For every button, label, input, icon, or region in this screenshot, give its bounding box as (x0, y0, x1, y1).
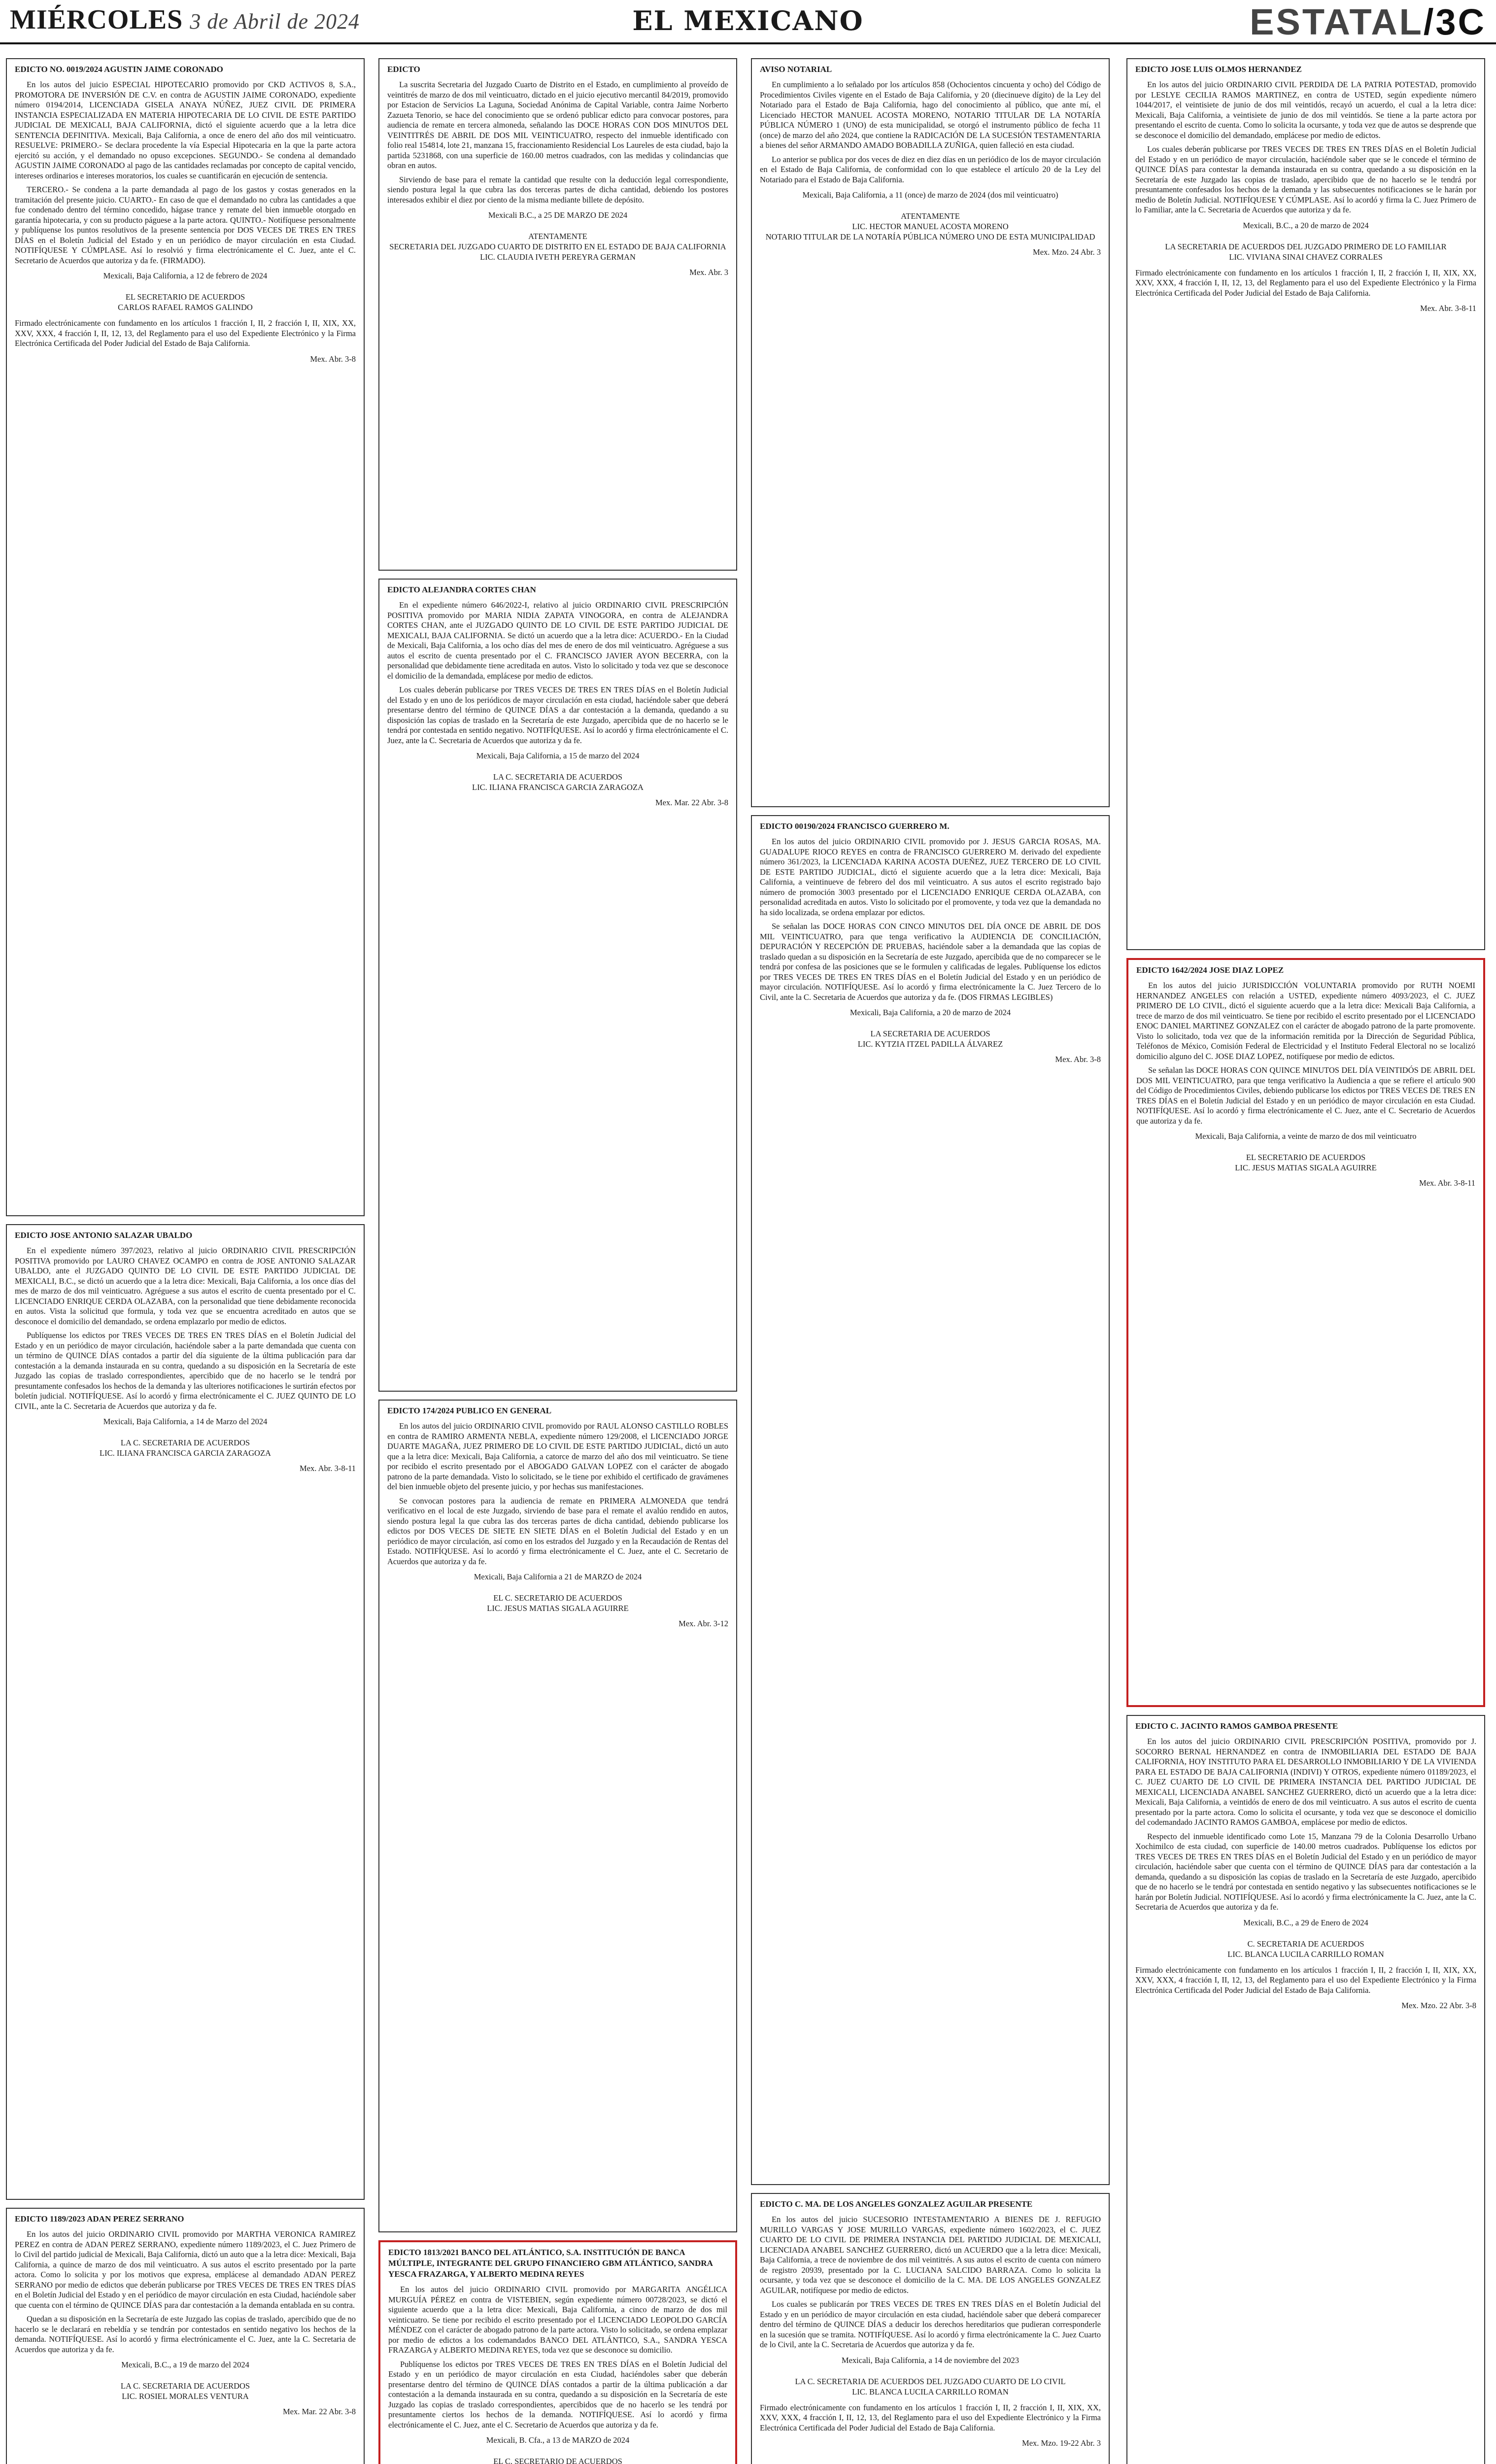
notice-paragraph: En los autos del juicio ORDINARIO CIVIL promovido por RAUL ALONSO CASTILLO ROBLES en contra de RAMIRO ARMENTA NEBLA, expediente número 129/2008, el LICENCIADO JORGE DUARTE MAGAÑA, JUEZ PRIMERO DE LO CIVIL DE ESTE PARTIDO JUDICIAL, dictó un auto que a la letra dice: Mexicali, Baja California, a catorce de marzo del año dos mil veinticuatro. Se tiene por recibido el escrito presentado por el ABOGADO GALVAN LOPEZ con el carácter de abogado patrono de la parte demandada. Visto lo solicitado, se le tiene por exhibido el certificado de gravámenes del bien inmueble objeto del presente juicio, y por hechas sus manifestaciones. (387, 1421, 728, 1491)
signature-footnote: Firmado electrónicamente con fundamento en los artículos 1 fracción I, II, 2 fracción I, II, XIX, XX, XXV, XXX, 4 fracción I, II, 12, 13, del Reglamento para el uso del Expediente Electrónico y la Firma Electrónica Certificada del Poder Judicial del Estado de Baja California. (760, 2402, 1101, 2432)
notice-body (388, 2285, 727, 2430)
notice-paragraph: Se convocan postores para la audiencia de remate en PRIMERA ALMONEDA que tendrá verificativo en el local de este Juzgado, sirviendo de base para el remate el avalúo rendido en autos, siendo postura legal la que cubra las dos terceras partes de dicha cantidad, debiendo publicarse los edictos por DOS VECES DE SIETE EN SIETE DÍAS en el Boletín Judicial del Estado y en un periódico de mayor circulación, así como en los estrados del Juzgado y en la Recaudación de Rentas del Estado. NOTIFÍQUESE. Así lo acordó y firma electrónicamente el C. Juez, ante el C. Secretario de Acuerdos que autoriza y da fe. (387, 1496, 728, 1566)
signatory-name: LIC. ROSIEL MORALES VENTURA (122, 2392, 249, 2401)
notice-body (15, 80, 356, 266)
notice-body (1136, 981, 1475, 1126)
notice-paragraph: En los autos del juicio ORDINARIO CIVIL PERDIDA DE LA PATRIA POTESTAD, promovido por LESLYE CECILIA RAMOS MARTINEZ, en contra de USTED, según expediente número 1044/2017, el veintisiete de junio de dos mil veintidós, recayó un acuerdo, el cual a la letra dice: Mexicali, Baja California, a veintisiete de junio de dos mil veintidós. Se tiene a la parte actora por presentando el escrito de cuenta. Como lo solicita la ocursante, y toda vez que de autos se desprende que se desconoce el domicilio del demandado, emplácese por medio de edictos. (1135, 80, 1476, 140)
spacer (387, 220, 728, 231)
legal-notice (1126, 58, 1485, 950)
notice-heading: EDICTO (387, 65, 420, 74)
legal-notice (751, 2193, 1110, 2464)
signature-block (387, 210, 728, 262)
date: 3 de Abril de 2024 (190, 9, 360, 34)
signature-block (387, 751, 728, 792)
notice-paragraph: Sirviendo de base para el remate la cantidad que resulte con la deducción legal correspondiente, siendo postura legal la que cubra las dos terceras partes de dicha cantidad, debiendo los postores interesados exhibir el diez por ciento de la misma mediante billete de depósito. (387, 174, 728, 205)
notice-paragraph: Respecto del inmueble identificado como Lote 15, Manzana 79 de la Colonia Desarrollo Urbano Xochimilco de esta ciudad, con superficie de 140.00 metros cuadrados. Publíquense los edictos por TRES VECES DE TRES EN TRES DÍAS en el Boletín Judicial del Estado y en un periódico de mayor circulación, haciéndole saber que cuenta con el término de QUINCE DÍAS para dar contestación a la demanda, quedando a su disposición las copias de traslado en la Secretaría de este Juzgado, apercibido que de no hacerlo se le tendrá por contestada en sentido negativo y las subsecuentes notificaciones se le harán por Boletín Judicial. NOTIFÍQUESE. Así lo acordó y firma electrónicamente la C. Juez, ante la C. Secretaria de Acuerdos que autoriza y da fe. (1135, 1831, 1476, 1912)
place-date: Mexicali, B.C., a 20 de marzo de 2024 (1243, 220, 1369, 230)
publication-dates: Mex. Mar. 22 Abr. 3-8 (282, 2407, 356, 2416)
notice-body (1135, 80, 1476, 215)
spacer (15, 2370, 356, 2381)
signature-footnote: Firmado electrónicamente con fundamento en los artículos 1 fracción I, II, 2 fracción I, II, XIX, XX, XXV, XXX, 4 fracción I, II, 12, 13, del Reglamento para el uso del Expediente Electrónico y la Firma Electrónica Certificada del Poder Judicial del Estado de Baja California. (1135, 268, 1476, 298)
notice-paragraph: En el expediente número 397/2023, relativo al juicio ORDINARIO CIVIL PRESCRIPCIÓN POSITIVA promovido por LAURO CHAVEZ OCAMPO en contra de JOSE ANTONIO SALAZAR UBALDO, ante el JUZGADO QUINTO DE LO CIVIL DE ESTE PARTIDO JUDICIAL DE MEXICALI, B.C., se dictó un acuerdo que a la letra dice: Mexicali, Baja California, a los once días del mes de marzo de dos mil veinticuatro. Agréguese a sus autos el escrito de cuenta presentado por el C. LICENCIADO ENRIQUE CERDA OLAZABA, con la personalidad que tiene debidamente reconocida en autos. Vista la solicitud que formula, y toda vez que se encuentra acreditado en autos que se desconoce el domicilio del demandado, se ordena emplazarlo por medio de edictos. (15, 1246, 356, 1326)
place-date: Mexicali, B.C., a 29 de Enero de 2024 (1243, 1917, 1368, 1927)
signatory-title: LA C. SECRETARIA DE ACUERDOS (120, 1438, 250, 1447)
signatory-title: ATENTAMENTE (901, 211, 960, 221)
notice-paragraph: En los autos del juicio ORDINARIO CIVIL promovido por J. JESUS GARCIA ROSAS, MA. GUADALUPE RIOCO REYES en contra de FRANCISCO GUERRERO M. derivado del expediente número 361/2023, la LICENCIADA KARINA ACOSTA DUEÑEZ, JUEZ TERCERO DE LO CIVIL DE ESTE PARTIDO JUDICIAL, dictó el siguiente acuerdo que a la letra dice: Mexicali, Baja California, a veintinueve de febrero del dos mil veinticuatro. A sus autos el escrito registrado bajo número de promoción 3003 presentado por el LICENCIADO ENRIQUE CERDA OLAZABA, con personalidad acreditada en autos. Visto lo solicitado por el promovente, y toda vez que la demandada no ha sido localizada, se ordena emplazar por edictos. (760, 837, 1101, 917)
signatory-name: LIC. BLANCA LUCILA CARRILLO ROMAN (1227, 1949, 1384, 1959)
notice-heading: EDICTO 1189/2023 ADAN PEREZ SERRANO (15, 2214, 184, 2224)
notice-paragraph: Publíquense los edictos por TRES VECES DE TRES EN TRES DÍAS en el Boletín Judicial del Estado y en un periódico de mayor circulación, haciéndole saber a la parte demandada que cuenta con un término de QUINCE DÍAS contados a partir del día siguiente de la última publicación para dar contestación a la demanda instaurada en su contra, quedando a su disposición en la Secretaría de este Juzgado las copias de traslado correspondientes, apercibido que de no hacerlo se le tendrá por presuntamente confesados los hechos de la demanda y las ulteriores notificaciones le surtirán efectos por boletín judicial. NOTIFÍQUESE. Así lo acordó y firma electrónicamente el C. JUEZ QUINTO DE LO CIVIL, ante la C. Secretaria de Acuerdos que autoriza y da fe. (15, 1331, 356, 1411)
publication-dates: Mex. Mar. 22 Abr. 3-8 (655, 798, 728, 807)
notice-paragraph: En los autos del juicio ORDINARIO CIVIL promovido por MARTHA VERONICA RAMIREZ PEREZ en contra de ADAN PEREZ SERRANO, expediente número 1189/2023, el C. Juez Primero de lo Civil del partido judicial de Mexicali, Baja California, dictó un auto que a la letra dice: Mexicali, Baja California, a quince de marzo de dos mil veinticuatro. A sus autos el escrito presentado por la parte actora. Como lo solicita y por los motivos que expresa, emplácese al demandado ADAN PEREZ SERRANO por medio de edictos que deberán publicarse por TRES VECES DE TRES EN TRES DÍAS en el Boletín Judicial del Estado y en el periódico de mayor circulación en esta Ciudad, haciéndole saber que cuenta con el término de QUINCE DÍAS para dar contestación a la demanda entablada en su contra. (15, 2229, 356, 2310)
notice-paragraph: Quedan a su disposición en la Secretaría de este Juzgado las copias de traslado, apercibido que de no hacerlo se le declarará en rebeldía y se tendrán por contestados en sentido negativo los hechos de la demanda. NOTIFÍQUESE. Así lo acordó y firma electrónicamente el C. Juez, ante la C. Secretaria de Acuerdos que autoriza y da fe. (15, 2314, 356, 2354)
spacer (15, 1427, 356, 1437)
spacer (387, 761, 728, 772)
publication-dates: Mex. Mzo. 19-22 Abr. 3 (1022, 2438, 1101, 2448)
signatory-line: LIC. HECTOR MANUEL ACOSTA MORENO (852, 222, 1009, 231)
signatory-title: LA SECRETARIA DE ACUERDOS DEL JUZGADO PRIMERO DE LO FAMILIAR (1165, 241, 1447, 251)
notice-paragraph: Lo anterior se publica por dos veces de diez en diez días en un periódico de los de mayor circulación en el Estado de Baja California, de conformidad con lo que establece el artículo 20 de la Ley del Notariado para el Estado de Baja California. (760, 154, 1101, 184)
issue-date (10, 4, 360, 35)
section-title (1250, 1, 1486, 43)
spacer (760, 200, 1101, 211)
notice-heading: EDICTO ALEJANDRA CORTES CHAN (387, 585, 536, 594)
notice-body (387, 1421, 728, 1567)
place-date: Mexicali B.C., a 25 DE MARZO DE 2024 (488, 210, 628, 220)
weekday: MIÉRCOLES (10, 4, 183, 35)
signature-block (387, 1572, 728, 1613)
column-3 (751, 58, 1110, 2464)
signatory-name: LIC. ILIANA FRANCISCA GARCIA ZARAGOZA (100, 1448, 271, 1458)
notice-paragraph: En los autos del juicio JURISDICCIÓN VOLUNTARIA promovido por RUTH NOEMI HERNANDEZ ANGELES con relación a USTED, expediente número 4093/2023, el C. JUEZ PRIMERO DE LO CIVIL, dictó el siguiente acuerdo que a la letra dice: Mexicali Baja California, a trece de marzo de dos mil veinticuatro. Se tiene por recibido el escrito presentado por el LICENCIADO ENOC DANIEL MARTINEZ GONZALEZ con el carácter de abogado patrono de la parte promovente. Visto lo solicitado, toda vez que de la información remitida por la Dirección de Seguridad Pública, Teléfonos de México, Comisión Federal de Electricidad y el Instituto Federal Electoral no se localizó domicilio alguno del C. JOSE DIAZ LOPEZ, notifíquese por medio de edictos. (1136, 981, 1475, 1061)
place-date: Mexicali, B. Cfa., a 13 de MARZO de 2024 (486, 2435, 630, 2445)
notice-body (15, 2229, 356, 2355)
section-name: ESTATAL (1250, 1, 1424, 42)
place-date: Mexicali, Baja California, a 20 de marzo de 2024 (850, 1008, 1011, 1017)
publication-dates: Mex. Abr. 3-12 (679, 1619, 728, 1628)
notice-paragraph: Se señalan las DOCE HORAS CON CINCO MINUTOS DEL DÍA ONCE DE ABRIL DE DOS MIL VEINTICUATRO, para que tenga verificativo la AUDIENCIA DE CONCILIACIÓN, DEPURACIÓN Y RECEPCIÓN DE PRUEBAS, haciéndole saber a la demandada que las copias de traslado quedan a su disposición en la Secretaría de este Juzgado, apercibida que de no comparecer se le tendrá por confesa de las posiciones que se le formulen y calificadas de legales. Publíquense los edictos por TRES VECES DE TRES EN TRES DÍAS en el Boletín Judicial del Estado y en un periódico de mayor circulación. NOTIFÍQUESE. Así lo acordó y firma electrónicamente la C. Juez Tercero de lo Civil, ante la C. Secretaria de Acuerdos que autoriza y da fe. (DOS FIRMAS LEGIBLES) (760, 922, 1101, 1002)
spacer (388, 2445, 727, 2456)
signatory-title: C. SECRETARIA DE ACUERDOS (1247, 1939, 1364, 1949)
signatory-title: ATENTAMENTE (528, 232, 587, 241)
notice-heading: EDICTO C. JACINTO RAMOS GAMBOA PRESENTE (1135, 1721, 1338, 1731)
signatory-line: SECRETARIA DEL JUZGADO CUARTO DE DISTRITO EN EL ESTADO DE BAJA CALIFORNIA (389, 242, 726, 251)
notice-heading: EDICTO C. MA. DE LOS ANGELES GONZALEZ AGUILAR PRESENTE (760, 2199, 1033, 2209)
column-2 (378, 58, 737, 2464)
place-date: Mexicali, Baja California a 21 de MARZO de 2024 (474, 1572, 642, 1581)
legal-notice (378, 579, 737, 1392)
signatory-title: EL SECRETARIO DE ACUERDOS (125, 292, 245, 302)
column-4 (1126, 58, 1485, 2464)
legal-notice (6, 58, 365, 1216)
notice-paragraph: En los autos del juicio SUCESORIO INTESTAMENTARIO A BIENES DE J. REFUGIO MURILLO VARGAS Y JOSE MURILLO VARGAS, expediente número 1602/2023, el C. JUEZ CUARTO DE LO CIVIL DE PRIMERA INSTANCIA DEL PARTIDO JUDICIAL DE MEXICALI, LICENCIADA ANABEL SANCHEZ GUERRERO, dictó un ACUERDO que a la letra dice: Mexicali, Baja California, a trece de noviembre de dos mil veintitrés. A sus autos el escrito de cuenta con número de registro 20939, presentado por la C. LUCIANA SALCIDO BARRAZA. Como lo solicita la ocursante, y toda vez que se desconoce el domicilio de la C. MA. DE LOS ANGELES GONZALEZ AGUILAR, notifíquese por medio de edictos. (760, 2215, 1101, 2295)
publication-dates: Mex. Abr. 3 (689, 268, 728, 277)
place-date: Mexicali, Baja California, a 14 de Marzo del 2024 (103, 1417, 268, 1426)
legal-notice (6, 2208, 365, 2464)
notice-heading: EDICTO JOSE LUIS OLMOS HERNANDEZ (1135, 65, 1302, 74)
notice-paragraph: En el expediente número 646/2022-I, relativo al juicio ORDINARIO CIVIL PRESCRIPCIÓN POSITIVA promovido por MARIA NIDIA ZAPATA VINOGORA, en contra de ALEJANDRA CORTES CHAN, ante el JUZGADO QUINTO DE LO CIVIL DE ESTE PARTIDO JUDICIAL DE MEXICALI, BAJA CALIFORNIA. Se dictó un acuerdo que a la letra dice: ACUERDO.- En la Ciudad de Mexicali, Baja California, a los ocho días del mes de enero de dos mil veinticuatro. Agréguese a sus autos el escrito de cuenta presentado por el C. FRANCISCO JAVIER AYON BECERRA, con la personalidad que debidamente tiene acreditada en autos. Visto lo solicitado y toda vez que se desconoce el domicilio de la demandada, emplácese por medio de edictos. (387, 600, 728, 681)
signature-block (15, 271, 356, 312)
signatory-name: LIC. JESUS MATIAS SIGALA AGUIRRE (487, 1604, 629, 1613)
signatory-title: LA C. SECRETARIA DE ACUERDOS (120, 2381, 250, 2391)
notice-body (387, 80, 728, 205)
spacer (387, 1582, 728, 1593)
place-date: Mexicali, Baja California, a 11 (once) de marzo de 2024 (dos mil veinticuatro) (802, 190, 1058, 200)
signature-block (15, 2360, 356, 2401)
newspaper-name: EL MEXICANO (632, 5, 864, 36)
signatory-title: LA SECRETARIA DE ACUERDOS (870, 1029, 990, 1038)
signatory-name: LIC. VIVIANA SINAI CHAVEZ CORRALES (1229, 252, 1383, 262)
notice-heading: EDICTO 1813/2021 BANCO DEL ATLÁNTICO, S.A. INSTITUCIÓN DE BANCA MÚLTIPLE, INTEGRANTE DEL GRUPO FINANCIERO GBM ATLÁNTICO, SANDRA YESCA FRAZARGA, Y ALBERTO MEDINA REYES (388, 2248, 713, 2279)
signature-block (15, 1416, 356, 1458)
spacer (760, 2365, 1101, 2376)
signatory-line: NOTARIO TITULAR DE LA NOTARÍA PÚBLICA NÚMERO UNO DE ESTA MUNICIPALIDAD (765, 232, 1095, 241)
legal-notice (1126, 1715, 1485, 2464)
notice-paragraph: En los autos del juicio ORDINARIO CIVIL promovido por MARGARITA ANGÉLICA MURGUÍA PÉREZ en contra de VISTEBIEN, según expediente número 00728/2023, se dictó el siguiente acuerdo que a la letra dice: Mexicali, Baja California, a cinco de marzo de dos mil veinticuatro. Se tiene por recibido el escrito presentado por el LICENCIADO LEOPOLDO GARCÍA MÉNDEZ con el carácter de abogado patrono de la parte actora. Visto lo solicitado, se ordena emplazar por medio de edictos a los codemandados BANCO DEL ATLÁNTICO, S.A., SANDRA YESCA FRAZARGA y ALBERTO MEDINA REYES, toda vez que se desconoce su domicilio. (388, 2285, 727, 2355)
place-date: Mexicali, Baja California, a 14 de noviembre del 2023 (841, 2355, 1020, 2365)
page-number: /3C (1423, 1, 1486, 42)
legal-notice (6, 1224, 365, 2200)
notice-heading: EDICTO NO. 0019/2024 AGUSTIN JAIME CORONADO (15, 65, 223, 74)
notice-body (1135, 1737, 1476, 1913)
notice-paragraph: Se señalan las DOCE HORAS CON QUINCE MINUTOS DEL DÍA VEINTIDÓS DE ABRIL DEL DOS MIL VEINTICUATRO, para que tenga verificativo la Audiencia a que se refiere el artículo 900 del Código de Procedimientos Civiles, debiendo publicarse los edictos por TRES VECES DE TRES EN TRES DÍAS en el Boletín Judicial del Estado y en un periódico de mayor circulación en esta Ciudad. NOTIFÍQUESE. Así lo acordó y firma electrónicamente el C. Juez, ante el C. Secretario de Acuerdos que autoriza y da fe. (1136, 1065, 1475, 1126)
signatory-line: LIC. CLAUDIA IVETH PEREYRA GERMAN (480, 252, 636, 262)
spacer (760, 1018, 1101, 1028)
column-1 (6, 58, 365, 2464)
signature-block (388, 2435, 727, 2464)
notice-paragraph: TERCERO.- Se condena a la parte demandada al pago de los gastos y costas generados en la tramitación del presente juicio. CUARTO.- En caso de que el demandado no cubra las cantidades a que fue condenado dentro del término concedido, hágase trance y remate del bien inmueble otorgado en garantía hipotecaria, y con su producto páguese a la parte actora. QUINTO.- Notifíquese personalmente y publíquense los puntos resolutivos de la presente sentencia por DOS VECES DE TRES EN TRES DÍAS en el Boletín Judicial del Estado y en un periódico de mayor circulación en esta Ciudad. NOTIFÍQUESE Y CÚMPLASE. Así lo resolvió y firma electrónicamente el C. Juez, ante el C. Secretario de Acuerdos que autoriza y da fe. (FIRMADO). (15, 185, 356, 265)
notice-body (15, 1246, 356, 1411)
signature-block (1135, 1917, 1476, 1959)
signatory-name: LIC. JESUS MATIAS SIGALA AGUIRRE (1235, 1163, 1377, 1172)
notice-paragraph: Publíquense los edictos por TRES VECES DE TRES EN TRES DÍAS en el Boletín Judicial del Estado y en un periódico de mayor circulación en esta Ciudad, haciéndoles saber que deberán presentarse dentro del término de QUINCE DÍAS contados a partir de la última publicación a dar contestación a la demanda instaurada en su contra, quedando a su disposición en la Secretaría de este Juzgado las copias de traslado correspondientes, apercibidos que de no hacerlo se les tendrá por presuntamente ciertos los hechos de la demanda. NOTIFÍQUESE. Así lo acordó y firma electrónicamente el C. Juez, ante el C. Secretario de Acuerdos que autoriza y da fe. (388, 2359, 727, 2430)
notice-paragraph: La suscrita Secretaria del Juzgado Cuarto de Distrito en el Estado, en cumplimiento al proveído de veintitrés de marzo de dos mil veinticuatro, dictado en el juicio ejecutivo mercantil 84/2019, promovido por Estacion de Servicios La Laguna, Sociedad Anónima de Capital Variable, contra Jaime Norberto Zazueta Tenorio, se hace del conocimiento que se ordenó publicar edicto para convocar postores, para audiencia de remate en tercera almoneda, señalando las DOCE HORAS CON DOS MINUTOS DEL VEINTITRÉS DE ABRIL DE DOS MIL VEINTICUATRO, respecto del inmueble identificado con folio real 154814, lote 21, manzana 15, fraccionamiento Residencial Los Laureles de esta ciudad, bajo la partida 5231868, con una superficie de 160.00 metros cuadrados, con las medidas y colindancias que obran en autos. (387, 80, 728, 170)
signatory-title: EL SECRETARIO DE ACUERDOS (1246, 1153, 1366, 1162)
spacer (1136, 1141, 1475, 1152)
notice-heading: EDICTO 00190/2024 FRANCISCO GUERRERO M. (760, 821, 950, 831)
publication-dates: Mex. Mzo. 22 Abr. 3-8 (1401, 2001, 1476, 2010)
notice-paragraph: En cumplimiento a lo señalado por los artículos 858 (Ochocientos cincuenta y ocho) del Código de Procedimientos Civiles vigente en el Estado de Baja California, y 20 (diecinueve dígito) de la Ley del Notariado para el Estado de Baja California, hago del conocimiento al público, que ante mí, el Licenciado HECTOR MANUEL ACOSTA MORENO, NOTARIO TITULAR DE LA NOTARÍA PÚBLICA NÚMERO 1 (UNO) de esta municipalidad, se otorgó el instrumento público de fecha 11 (once) de marzo del año 2024, que contiene la RADICACIÓN DE LA SUCESIÓN TESTAMENTARIA a bienes del señor ARMANDO AMADO BOBADILLA ZUÑIGA, quien falleció en esta ciudad. (760, 80, 1101, 150)
place-date: Mexicali, Baja California, a veinte de marzo de dos mil veinticuatro (1195, 1131, 1417, 1141)
notice-paragraph: Los cuales se publicarán por TRES VECES DE TRES EN TRES DÍAS en el Boletín Judicial del Estado y en un periódico de mayor circulación en esta ciudad, haciéndole saber que deberá comparecer dentro del término de QUINCE DÍAS a deducir los derechos hereditarios que pudieran corresponderle en la sucesión que se tramita. NOTIFÍQUESE. Así lo acordó y firma electrónicamente la C. Juez Cuarto de lo Civil, ante la C. Secretaria de Acuerdos que autoriza y da fe. (760, 2299, 1101, 2349)
legal-notice (378, 58, 737, 571)
signatory-name: LIC. KYTZIA ITZEL PADILLA ÁLVAREZ (857, 1039, 1003, 1049)
notice-body (760, 837, 1101, 1002)
notice-body (760, 80, 1101, 185)
signatory-title: EL C. SECRETARIO DE ACUERDOS (493, 2457, 622, 2464)
notice-paragraph: En los autos del juicio ESPECIAL HIPOTECARIO promovido por CKD ACTIVOS 8, S.A., PROMOTORA DE INVERSIÓN DE C.V. en contra de AGUSTIN JAIME CORONADO, expediente número 0194/2014, LICENCIADA GISELA ANAYA NÚÑEZ, JUEZ CIVIL DE PRIMERA INSTANCIA ESPECIALIZADA EN MATERIA HIPOTECARIA DE LO CIVIL DE ESTE PARTIDO JUDICIAL DE MEXICALI, BAJA CALIFORNIA, dictó el siguiente acuerdo que a la letra dice SENTENCIA DEFINITIVA. Mexicali, Baja California, a once de enero del año dos mil veinticuatro. RESUELVE: PRIMERO.- Se declara procedente la vía Especial Hipotecaria en la que la parte actora ejercitó su acción, y el demandado no opuso excepciones. SEGUNDO.- Se condena al demandado AGUSTIN JAIME CORONADO al pago de las cantidades reclamadas por concepto de capital vencido, intereses ordinarios e intereses moratorios, los cuales se cuantificarán en ejecución de sentencia. (15, 80, 356, 180)
legal-notice-highlighted (378, 2240, 737, 2464)
notice-body (760, 2215, 1101, 2350)
signature-block (760, 190, 1101, 242)
signature-block (760, 1007, 1101, 1049)
signature-footnote: Firmado electrónicamente con fundamento en los artículos 1 fracción I, II, 2 fracción I, II, XIX, XX, XXV, XXX, 4 fracción I, II, 12, 13, del Reglamento para el uso del Expediente Electrónico y la Firma Electrónica Certificada del Poder Judicial del Estado de Baja California. (1135, 1965, 1476, 1995)
place-date: Mexicali, Baja California, a 12 de febrero de 2024 (103, 271, 268, 280)
signatory-name: LIC. BLANCA LUCILA CARRILLO ROMAN (852, 2387, 1009, 2396)
publication-dates: Mex. Abr. 3-8-11 (1419, 1178, 1475, 1188)
legal-notice (378, 1400, 737, 2232)
notice-heading: EDICTO 1642/2024 JOSE DIAZ LOPEZ (1136, 965, 1284, 975)
notice-heading: AVISO NOTARIAL (760, 65, 832, 74)
spacer (15, 281, 356, 292)
masthead (0, 0, 1496, 44)
signatory-name: LIC. ILIANA FRANCISCA GARCIA ZARAGOZA (472, 783, 644, 792)
place-date: Mexicali, Baja California, a 15 de marzo del 2024 (476, 751, 640, 760)
signatory-name: CARLOS RAFAEL RAMOS GALINDO (118, 303, 253, 312)
signature-block (1136, 1131, 1475, 1173)
signature-footnote: Firmado electrónicamente con fundamento en los artículos 1 fracción I, II, 2 fracción I, II, XIX, XX, XXV, XXX, 4 fracción I, II, 12, 13, del Reglamento para el uso del Expediente Electrónico y la Firma Electrónica Certificada del Poder Judicial del Estado de Baja California. (15, 318, 356, 348)
signature-block (760, 2355, 1101, 2397)
publication-dates: Mex. Abr. 3-8-11 (1420, 304, 1476, 313)
signatory-title: LA C. SECRETARIA DE ACUERDOS (493, 772, 623, 782)
signature-block (1135, 220, 1476, 262)
signatory-title: LA C. SECRETARIA DE ACUERDOS DEL JUZGADO CUARTO DE LO CIVIL (795, 2376, 1066, 2386)
place-date: Mexicali, B.C., a 19 de marzo del 2024 (121, 2360, 249, 2369)
notice-body (387, 600, 728, 746)
notice-heading: EDICTO 174/2024 PUBLICO EN GENERAL (387, 1406, 552, 1415)
legal-notice-highlighted (1126, 958, 1485, 1707)
notice-paragraph: Los cuales deberán publicarse por TRES VECES DE TRES EN TRES DÍAS en el Boletín Judicial del Estado y en uno de los periódicos de mayor circulación en esta ciudad, haciéndole saber que deberá presentarse dentro del término de QUINCE DÍAS a dar contestación a la demanda, quedando a su disposición las copias de traslado en la Secretaría de este Juzgado, apercibida que de no hacerlo se le tendrá por contestada en sentido negativo. NOTIFÍQUESE. Así lo acordó y firma electrónicamente el C. Juez, ante la C. Secretaria de Acuerdos que autoriza y da fe. (387, 685, 728, 745)
publication-dates: Mex. Mzo. 24 Abr. 3 (1033, 247, 1101, 257)
signatory-title: EL C. SECRETARIO DE ACUERDOS (493, 1593, 622, 1603)
publication-dates: Mex. Abr. 3-8 (1055, 1055, 1101, 1064)
spacer (1135, 1928, 1476, 1939)
legal-notice (751, 58, 1110, 807)
publication-dates: Mex. Abr. 3-8 (310, 354, 356, 364)
spacer (1135, 231, 1476, 241)
notice-paragraph: En los autos del juicio ORDINARIO CIVIL PRESCRIPCIÓN POSITIVA, promovido por J. SOCORRO BERNAL HERNANDEZ en contra de INMOBILIARIA DEL ESTADO DE BAJA CALIFORNIA, HOY INSTITUTO PARA EL DESARROLLO INMOBILIARIO Y DE LA VIVIENDA PARA EL ESTADO DE BAJA CALIFORNIA (INDIVI) Y OTROS, expediente número 01189/2023, el C. JUEZ CUARTO DE LO CIVIL DE PRIMERA INSTANCIA DEL PARTIDO JUDICIAL DE MEXICALI, LICENCIADA ANABEL SANCHEZ GUERRERO, dictó un acuerdo que a la letra dice: Mexicali, Baja California, a veintidós de enero de dos mil veinticuatro. A sus autos el escrito de cuenta presentado por la parte actora. Como lo solicita el ocursante, y toda vez que se desconoce el domicilio del codemandado JACINTO RAMOS GAMBOA, emplácese por medio de edictos. (1135, 1737, 1476, 1827)
notice-heading: EDICTO JOSE ANTONIO SALAZAR UBALDO (15, 1231, 193, 1240)
legal-notice (751, 815, 1110, 2185)
publication-dates: Mex. Abr. 3-8-11 (300, 1464, 356, 1473)
notice-paragraph: Los cuales deberán publicarse por TRES VECES DE TRES EN TRES DÍAS en el Boletín Judicial del Estado y en un periódico de mayor circulación, haciéndole saber que se le concede el término de QUINCE DÍAS para contestar la demanda instaurada en su contra, quedando a su disposición en la Secretaría de este Juzgado las copias de traslado, apercibido que de no hacerlo se le tendrá por presuntamente confesados los hechos de la demanda y las subsecuentes notificaciones se le harán por medio de Boletín Judicial. NOTIFÍQUESE Y CÚMPLASE. Así lo acordó y firma la C. Juez Primero de lo Familiar, ante la C. Secretaria de Acuerdos que autoriza y da fe. (1135, 144, 1476, 214)
